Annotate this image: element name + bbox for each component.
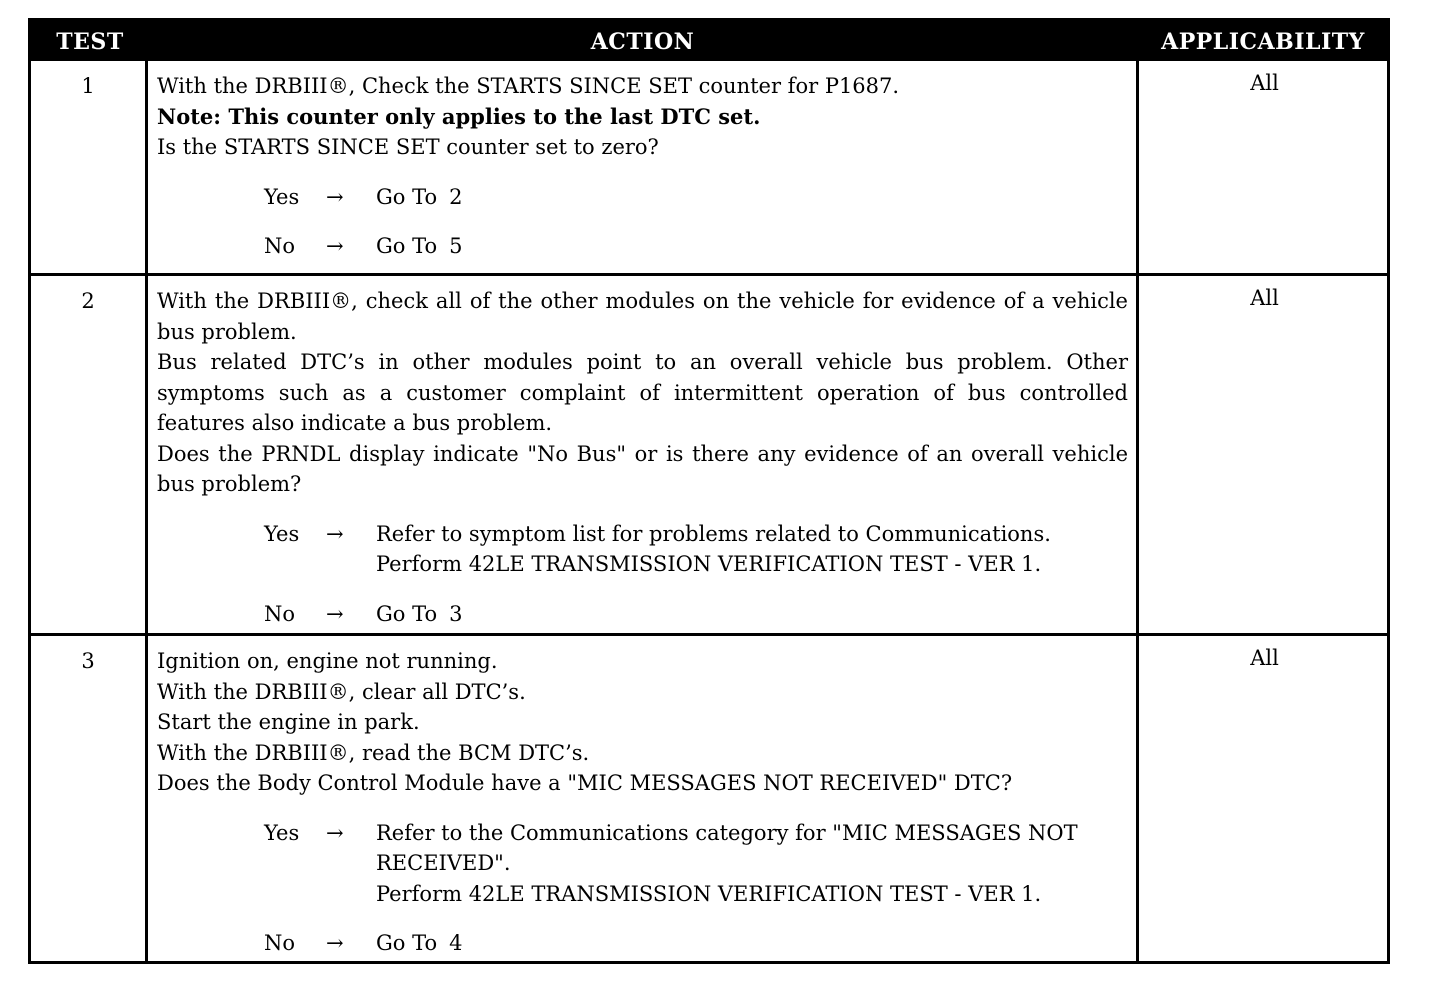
branch-no <box>264 231 1128 262</box>
branch-result <box>376 599 1128 630</box>
goto-number: 2 <box>449 184 463 209</box>
answer-label: No <box>264 234 296 258</box>
table-header <box>31 21 1387 61</box>
result-line: RECEIVED". <box>376 851 511 875</box>
branch-result <box>376 182 1128 213</box>
branch-yes <box>264 182 1128 213</box>
branch-yes <box>264 519 1128 580</box>
action-line: Ignition on, engine not running. <box>157 649 498 673</box>
answer-label: No <box>264 931 296 955</box>
table-row <box>31 633 1387 964</box>
answer-label: No <box>264 601 296 626</box>
branch-no <box>264 599 1128 630</box>
table-row <box>31 273 1387 633</box>
action-question: Does the Body Control Module have a "MIC MESSAGES NOT RECEIVED" DTC? <box>157 771 1013 795</box>
goto-label: Go To <box>376 184 438 209</box>
result-line: Perform 42LE TRANSMISSION VERIFICATION TEST - VER 1. <box>376 552 1042 576</box>
arrow-icon: → <box>326 234 344 258</box>
branch-result <box>376 231 1128 262</box>
header-test: TEST <box>56 29 124 55</box>
arrow-icon: → <box>326 931 344 955</box>
action-paragraph: Bus related DTC’s in other modules point to an overall vehicle bus problem. Other symptoms such as a customer complaint of intermittent operation of bus controlled features also indicate a bus problem. <box>157 350 1128 435</box>
applicability-value: All <box>1136 636 1390 964</box>
applicability-value: All <box>1136 276 1390 633</box>
test-number: 1 <box>31 61 148 273</box>
result-line: Refer to the Communications category for "MIC MESSAGES NOT <box>376 820 1078 845</box>
header-applicability: APPLICABILITY <box>1161 29 1365 55</box>
arrow-icon: → <box>326 820 344 845</box>
diagnostic-test-table <box>28 18 1390 964</box>
header-action: ACTION <box>590 29 695 55</box>
action-question: Does the PRNDL display indicate "No Bus" or is there any evidence of an overall vehicle bus problem? <box>157 441 1128 496</box>
branch-no <box>264 928 1128 959</box>
answer-label: Yes <box>264 521 300 546</box>
action-line: With the DRBIII®, read the BCM DTC’s. <box>157 740 590 765</box>
test-number: 2 <box>31 276 148 633</box>
test-number: 3 <box>31 636 148 964</box>
goto-label: Go To <box>376 234 438 258</box>
branch-result <box>376 519 1128 580</box>
arrow-icon: → <box>326 184 344 209</box>
goto-label: Go To <box>376 601 438 626</box>
goto-label: Go To <box>376 931 438 955</box>
goto-number: 5 <box>449 234 463 258</box>
branch-yes <box>264 818 1128 910</box>
action-cell <box>148 636 1136 964</box>
result-line: Refer to symptom list for problems related to Communications. <box>376 521 1051 546</box>
answer-label: Yes <box>264 184 300 209</box>
result-line: Perform 42LE TRANSMISSION VERIFICATION TEST - VER 1. <box>376 881 1042 906</box>
action-cell <box>148 61 1136 273</box>
branch-result <box>376 928 1128 959</box>
goto-number: 4 <box>449 931 463 955</box>
action-cell <box>148 276 1136 633</box>
action-note: Note: This counter only applies to the last DTC set. <box>157 103 761 129</box>
table-row <box>31 61 1387 273</box>
branch-result <box>376 818 1128 910</box>
applicability-value: All <box>1136 61 1390 273</box>
action-line: With the DRBIII®, clear all DTC’s. <box>157 679 526 704</box>
arrow-icon: → <box>326 601 344 626</box>
action-line: With the DRBIII®, Check the STARTS SINCE SET counter for P1687. <box>157 74 900 98</box>
action-line: Start the engine in park. <box>157 710 420 734</box>
action-question: Is the STARTS SINCE SET counter set to zero? <box>157 135 659 159</box>
answer-label: Yes <box>264 820 300 845</box>
action-paragraph: With the DRBIII®, check all of the other modules on the vehicle for evidence of a vehicle bus problem. <box>157 289 1128 344</box>
arrow-icon: → <box>326 521 344 546</box>
goto-number: 3 <box>449 601 463 626</box>
